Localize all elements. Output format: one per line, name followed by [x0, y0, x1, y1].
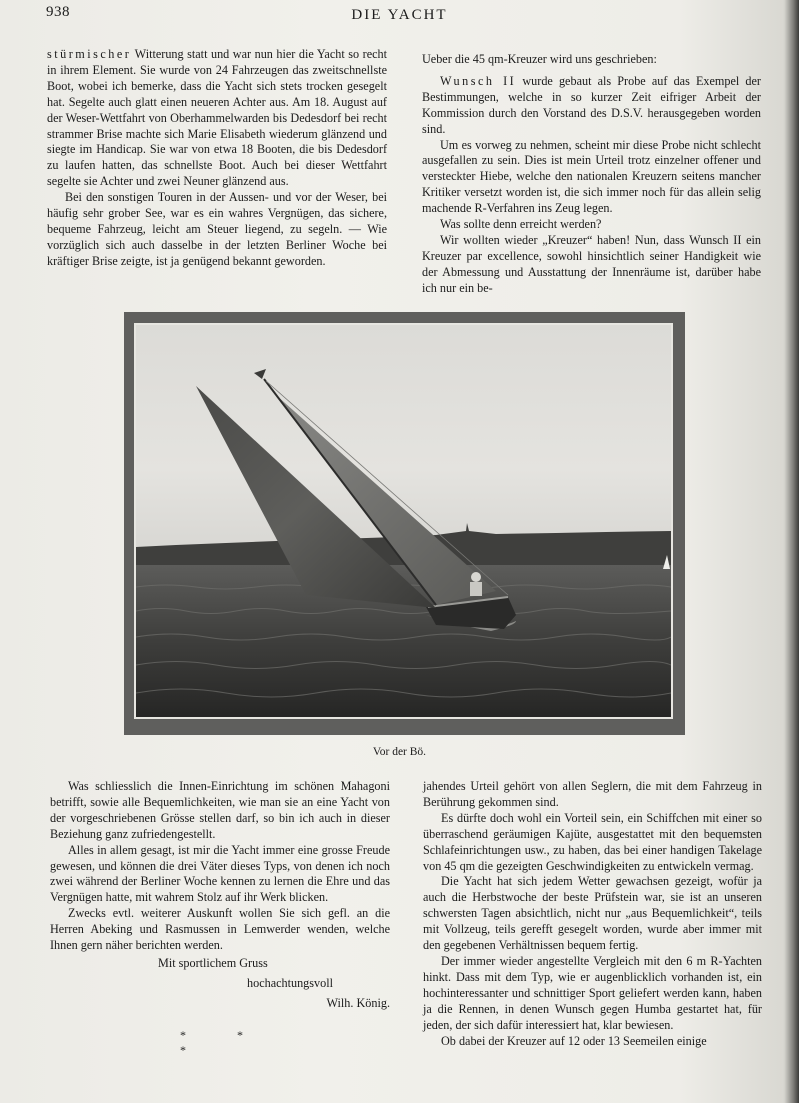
page-edge-shadow — [785, 0, 799, 1103]
section-divider-stars: * * * — [180, 1028, 267, 1057]
paragraph-text: Witterung statt und war nun hier die Yacht so recht in ihrem Element. Sie wurde von 24 Fahrzeugen das zweitschnellste Boot, wobei ich bemerke, dass die Yacht sich stets trocken gesegelt hat. Segelte auch glatt einen neueren Achter aus. Am 18. August auf der Weser-Wettfahrt von Oberhammelwarden bis Dedesdorf bei recht strammer Brise machte sich Marie Elisabeth wiederum glänzend und siegte im Handicap. Sie war von etwa 18 Booten, die bis Dedesdorf zu laufen hatten, das schnellste Boot. Auch bei dieser Wettfahrt segelte sie Achter und zwei Neuner glänzend aus. — [47, 47, 387, 189]
boat-name: Wunsch II — [440, 73, 517, 88]
paragraph: Zwecks evtl. weiterer Auskunft wollen Sie sich gefl. an die Herren Abeking und Rasmussen in Lemwerder wenden, welche Ihnen gern näher berichten werden. — [50, 906, 390, 953]
section-intro: Ueber die 45 qm-Kreuzer wird uns geschrieben: — [422, 52, 657, 66]
paragraph — [47, 47, 387, 190]
paragraph: Ob dabei der Kreuzer auf 12 oder 13 Seemeilen einige — [441, 1033, 707, 1048]
running-title: DIE YACHT — [351, 7, 448, 23]
paragraph: Um es vorweg zu nehmen, scheint mir diese Probe nicht schlecht ausgefallen zu sein. Dies ist mein Urteil trotz einzelner offener und versteckter Hiebe, welche den nationalen Kreuzern seitens mancher Kritiker versetzt worden ist, die sich immer noch für das allein selig machende R-Verfahren ins Zeug legen. — [422, 137, 761, 216]
page-number: 938 — [46, 4, 70, 20]
closing-greeting: Mit sportlichem Gruss — [158, 955, 268, 970]
paragraph: Die Yacht hat sich jedem Wetter gewachsen gezeigt, wofür ja auch die Herbstwoche der beste Prüfstein war, sie ist an unseren schwersten Tagen absichtlich, nicht nur „aus Bequemlichkeit“, teils mit Vollzeug, teils gerefft gesegelt worden, wurde aber immer mit den gegebenen Verhältnissen bequem fertig. — [423, 874, 762, 953]
figure-caption: Vor der Bö. — [372, 746, 427, 758]
paragraph: Was sollte denn erreicht werden? — [440, 217, 602, 232]
column-top-right — [422, 52, 761, 297]
paragraph: Der immer wieder angestellte Vergleich mit den 6 m R-Yachten hinkt. Dass mit dem Typ, wie er augenblicklich vorhanden ist, ein hochinteressanter und schnittiger Sport geliefert werden kann, haben ja die Rennen, in denen Wunsch gegen Humba gestartet hat, für jeden, der sich dafür interessiert hat, klar bewiesen. — [423, 953, 762, 1032]
column-bottom-left — [50, 779, 390, 1012]
closing-respectfully: hochachtungsvoll — [247, 975, 333, 990]
paragraph: Wir wollten wieder „Kreuzer“ haben! Nun, dass Wunsch II ein Kreuzer par excellence, sowohl hinsichtlich seiner Handigkeit wie der Abmessung und Ausstattung der Innenräume ist, darüber habe ich nur ein be- — [422, 232, 761, 295]
paragraph: Alles in allem gesagt, ist mir die Yacht immer eine grosse Freude gewesen, und können die drei Väter dieses Typs, von denen ich noch zwei während der Berliner Woche kennen zu lernen die Ehre und das Vergnügen hatte, mit wahrem Stolz auf ihr Werk blicken. — [50, 842, 390, 905]
column-top-left — [47, 47, 387, 270]
signature: Wilh. König. — [326, 995, 390, 1010]
paragraph: Es dürfte doch wohl ein Vorteil sein, ein Schiffchen mit einer so überraschend geräumigen Kajüte, ausgestattet mit den bequemsten Schlafeinrichtungen usw., zu haben, das bei einer handigen Takelage von 45 qm die gezeigten Geschwindigkeiten zu entwickeln vermag. — [423, 810, 762, 873]
sailor — [471, 572, 481, 582]
paragraph — [422, 74, 761, 138]
sailboat-illustration — [136, 325, 671, 717]
spaced-word: stürmischer — [47, 47, 132, 61]
paragraph: jahendes Urteil gehört von allen Seglern, die mit dem Fahrzeug in Berührung gekommen sind. — [423, 779, 762, 809]
photo-frame — [124, 312, 685, 735]
paragraph: Bei den sonstigen Touren in der Aussen- und vor der Weser, bei häufig sehr grober See, war es ein wahres Vergnügen, das sichere, bequeme Fahrzeug, leicht am Steuer liegend, zu segeln. — Wie vorzüglich sich auch dasselbe in der letzten Berliner Woche bei kräftiger Brise zeigte, ist ja genügend bekannt geworden. — [47, 190, 387, 268]
paragraph-text: wurde gebaut als Probe auf das Exempel der Bestimmungen, welche in so kurzer Zeit eifriger Arbeit der Kommission durch den Vorstand des D.S.V. herausgegeben worden sind. — [422, 73, 761, 136]
column-bottom-right — [423, 779, 762, 1049]
sailor-body — [470, 582, 482, 596]
sailboat-photo — [134, 323, 673, 719]
paragraph: Was schliesslich die Innen-Einrichtung im schönen Mahagoni betrifft, sowie alle Bequemlichkeiten, wie man sie an eine Yacht von der vorgeschriebenen Grösse stellen darf, so bin ich auch in dieser Beziehung ganz zufriedengestellt. — [50, 779, 390, 841]
